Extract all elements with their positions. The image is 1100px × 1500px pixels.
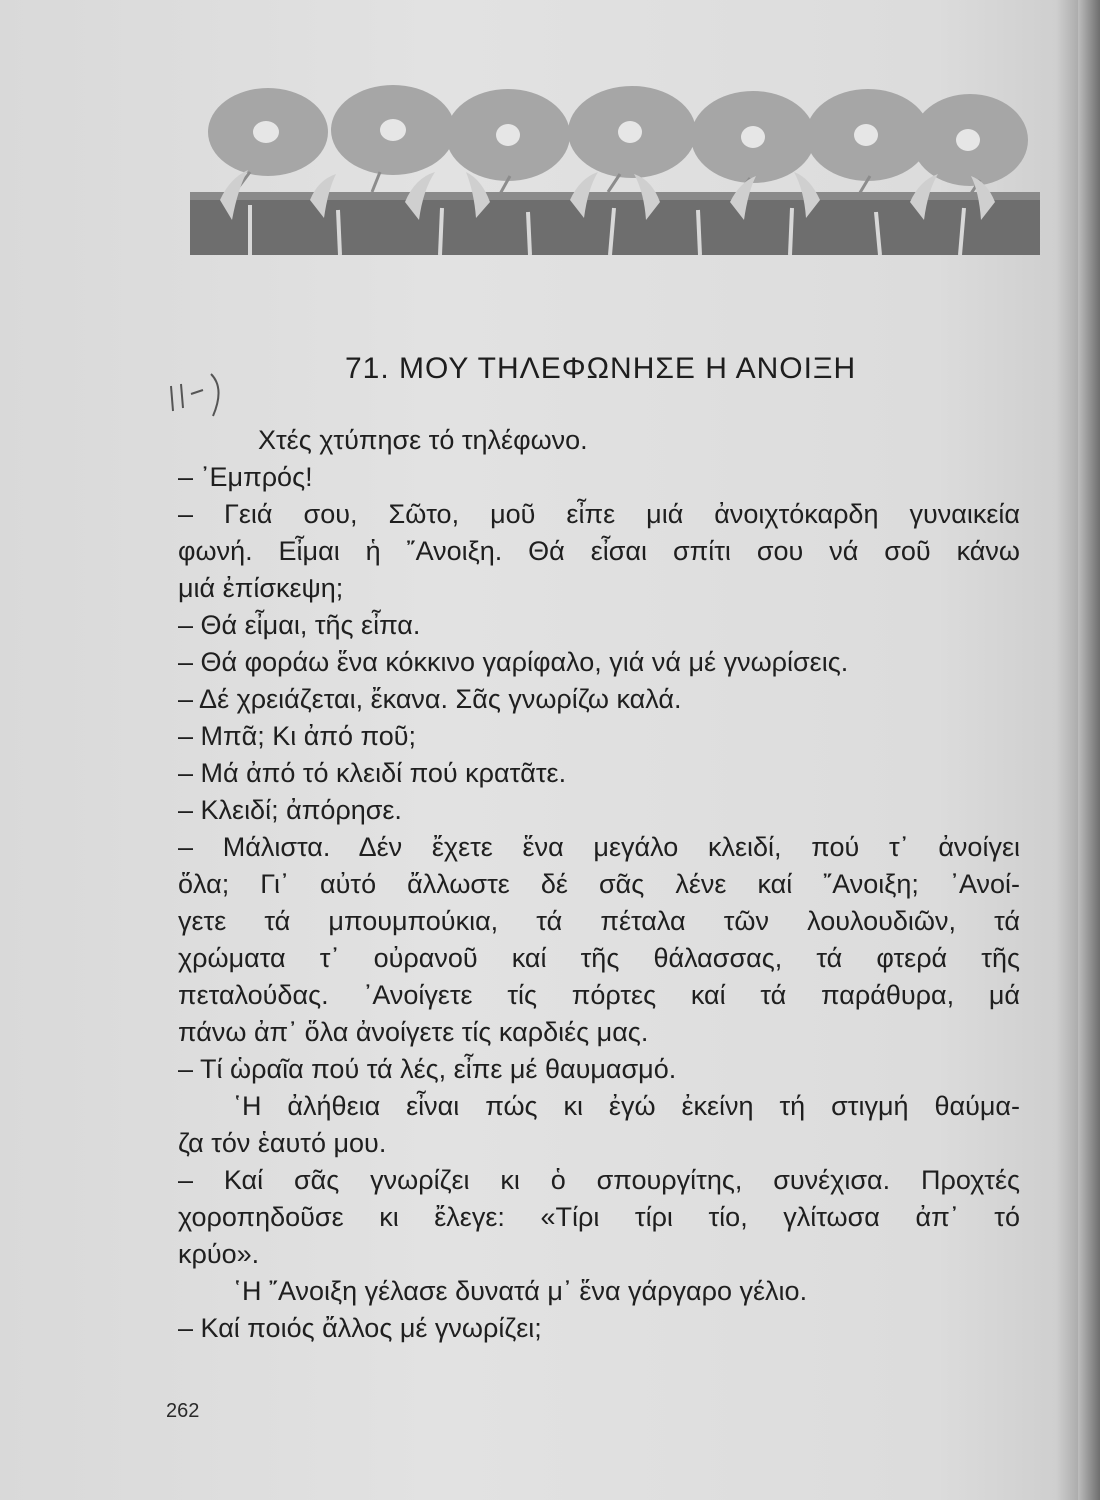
text-line: – ᾽Εμπρός!: [178, 462, 313, 492]
text-line: – Τί ὡραῖα πού τά λές, εἶπε μέ θαυμασμό.: [178, 1054, 677, 1084]
text-line: – Θά φοράω ἕνα κόκκινο γαρίφαλο, γιά νά μέ γνωρίσεις.: [178, 647, 849, 677]
text-line: – Μά ἀπό τό κλειδί πού κρατᾶτε.: [178, 758, 567, 788]
text-line: – Γειά σου, Σῶτο, μοῦ εἶπε μιά ἀνοιχτόκαρδη γυναικεία: [178, 499, 1020, 529]
text-line: κρύο».: [178, 1239, 260, 1269]
text-line: ζα τόν ἑαυτό μου.: [178, 1128, 387, 1158]
text-line: – Θά εἶμαι, τῆς εἶπα.: [178, 610, 421, 640]
text-line: πάνω ἀπ᾽ ὅλα ἀνοίγετε τίς καρδιές μας.: [178, 1017, 649, 1047]
handwritten-margin-note: [163, 366, 243, 426]
text-line: – Κλειδί; ἀπόρησε.: [178, 795, 402, 825]
text-line: ῾Η ῎Ανοιξη γέλασε δυνατά μ᾽ ἕνα γάργαρο γέλιο.: [233, 1276, 808, 1306]
flower-border-illustration: [190, 80, 1040, 255]
text-line: φωνή. Εἶμαι ἡ ῎Ανοιξη. Θά εἶσαι σπίτι σου νά σοῦ κάνω: [178, 536, 1020, 566]
text-line: ῾Η ἀλήθεια εἶναι πώς κι ἐγώ ἐκείνη τή στιγμή θαύμα-: [233, 1091, 1020, 1121]
text-line: χρώματα τ᾽ οὐρανοῦ καί τῆς θάλασσας, τά φτερά τῆς: [178, 943, 1020, 973]
text-line: πεταλούδας. ᾽Ανοίγετε τίς πόρτες καί τά παράθυρα, μά: [178, 980, 1020, 1010]
text-line: μιά ἐπίσκεψη;: [178, 573, 344, 603]
text-line: γετε τά μπουμπούκια, τά πέταλα τῶν λουλουδιῶν, τά: [178, 906, 1020, 936]
story-text: [178, 422, 1020, 1347]
margin-note-drawing: [163, 366, 243, 426]
text-line: χοροπηδοῦσε κι ἔλεγε: «Τίρι τίρι τίο, γλίτωσα ἀπ᾽ τό: [178, 1202, 1020, 1232]
text-line: – Μάλιστα. Δέν ἔχετε ἕνα μεγάλο κλειδί, πού τ᾽ ἀνοίγει: [178, 832, 1020, 862]
chapter-title: 71. ΜΟΥ ΤΗΛΕΦΩΝΗΣΕ Η ΑΝΟΙΞΗ: [345, 352, 857, 385]
text-line: – Δέ χρειάζεται, ἔκανα. Σᾶς γνωρίζω καλά.: [178, 684, 682, 714]
text-line: Χτές χτύπησε τό τηλέφωνο.: [258, 425, 588, 455]
page-number: 262: [166, 1400, 200, 1422]
text-line: – Μπᾶ; Κι ἀπό ποῦ;: [178, 721, 417, 751]
text-line: – Καί σᾶς γνωρίζει κι ὁ σπουργίτης, συνέχισα. Προχτές: [178, 1165, 1020, 1195]
text-line: ὅλα; Γι᾽ αὐτό ἄλλωστε δέ σᾶς λένε καί ῎Ανοιξη; ᾽Ανοί-: [178, 869, 1020, 899]
book-spine: [1078, 0, 1100, 1500]
text-line: – Καί ποιός ἄλλος μέ γνωρίζει;: [178, 1313, 542, 1343]
